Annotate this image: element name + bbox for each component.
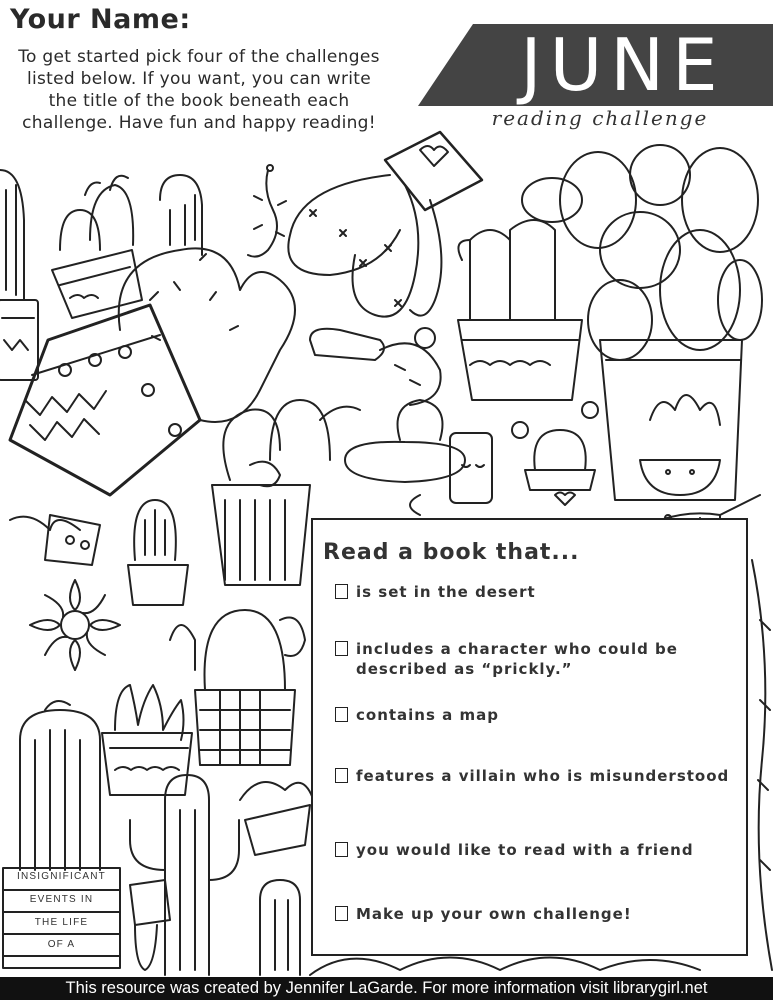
- challenge-checkbox[interactable]: [335, 768, 348, 783]
- small-potted-cactus: [52, 176, 142, 318]
- small-barrel-cactus: [128, 500, 188, 605]
- edge-cactus-left: [0, 170, 38, 380]
- cactus-cluster-bottom: [240, 782, 315, 975]
- book-title-line: OF A: [47, 939, 76, 950]
- challenge-text: you would like to read with a friend: [356, 841, 694, 859]
- bottom-leaves: [310, 958, 700, 976]
- challenge-text: features a villain who is misunderstood: [356, 767, 730, 785]
- challenge-item: [335, 582, 740, 602]
- challenge-checkbox[interactable]: [335, 842, 348, 857]
- instructions-text: To get started pick four of the challenges listed below. If you want, you can write the title of the book beneath each challenge. Have fun and happy reading!: [18, 47, 380, 133]
- challenge-item: [335, 705, 740, 725]
- challenge-text: Make up your own challenge!: [356, 905, 632, 923]
- book-title-line: EVENTS IN: [29, 894, 94, 905]
- challenge-checkbox[interactable]: [335, 641, 348, 656]
- potted-succulent-bottom: [102, 685, 192, 795]
- saguaro-bottom: [130, 775, 239, 975]
- hanging-pot-cactus: [288, 132, 482, 317]
- lizard-top: [248, 165, 286, 257]
- reading-challenge-subtitle: reading challenge: [491, 106, 709, 130]
- potted-cactus-middle: [458, 220, 582, 400]
- challenge-text: includes a character who could be described as “prickly.”: [356, 640, 678, 678]
- challenge-text: is set in the desert: [356, 583, 536, 601]
- flower-bloom: [30, 580, 120, 670]
- prickly-pear-top-right: [522, 145, 762, 500]
- book-title-line: INSIGNIFICANT: [17, 871, 106, 882]
- challenge-checkbox[interactable]: [335, 906, 348, 921]
- month-title: JUNE: [520, 23, 726, 107]
- sleeping-cacti: [345, 400, 492, 515]
- round-cactus-pot: [512, 402, 598, 505]
- challenge-item: [335, 639, 740, 679]
- challenge-item: [335, 840, 740, 860]
- month-banner: [418, 24, 773, 106]
- big-tilted-cactus: [10, 175, 295, 495]
- challenge-checkbox[interactable]: [335, 707, 348, 722]
- footer-credit: This resource was created by Jennifer LaGarde. For more information visit librarygirl.net: [0, 977, 773, 1000]
- book-title-line: THE LIFE: [34, 917, 89, 928]
- challenge-item: [335, 904, 740, 924]
- tall-cactus-bottom-left: [20, 701, 100, 870]
- challenge-checkbox[interactable]: [335, 584, 348, 599]
- succulent-left: [10, 515, 100, 565]
- challenge-box-title: Read a book that...: [323, 540, 580, 565]
- challenge-item: [335, 766, 740, 786]
- cactus-with-flowers: [310, 328, 441, 405]
- name-label: Your Name:: [10, 4, 191, 35]
- challenge-box: [311, 518, 748, 956]
- succulent-bowl: [640, 395, 720, 495]
- right-edge-leaves: [752, 560, 772, 970]
- challenge-text: contains a map: [356, 706, 499, 724]
